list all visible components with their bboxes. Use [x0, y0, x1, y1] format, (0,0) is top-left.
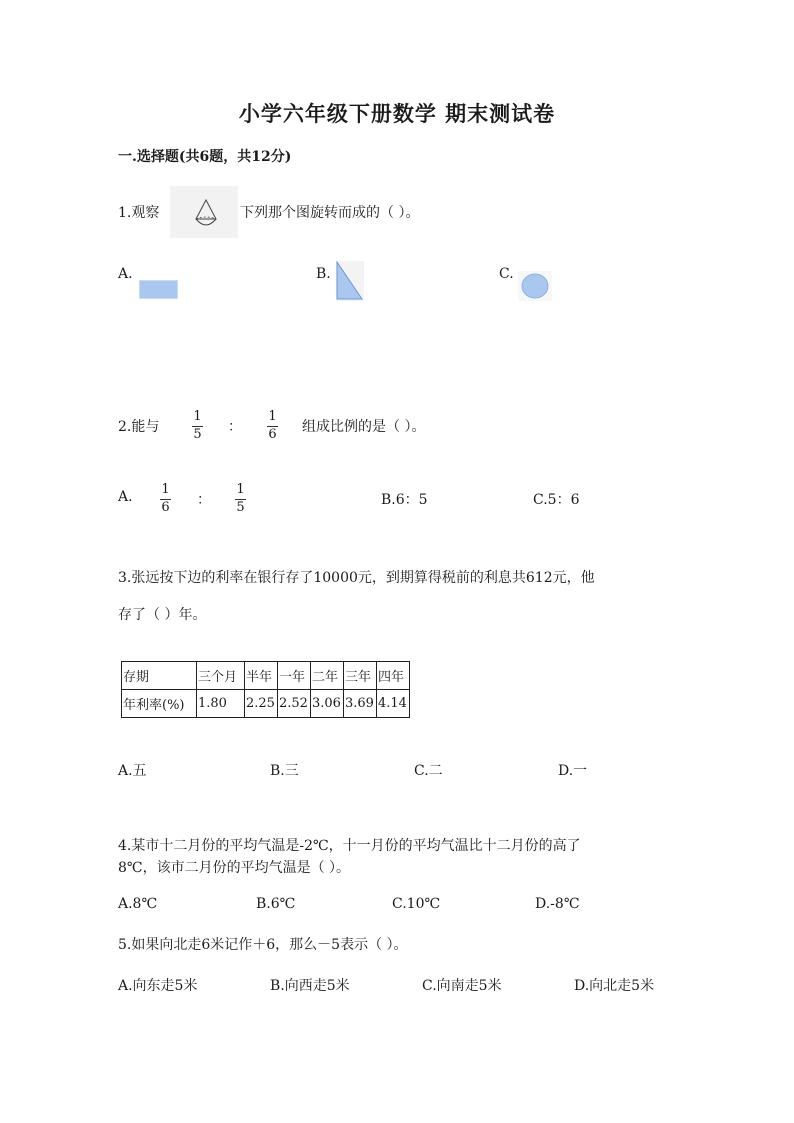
table-header-cell: 二年	[311, 662, 344, 690]
table-cell: 3.06	[311, 690, 344, 718]
question-1-suffix: 下列那个图旋转而成的（ ）。	[240, 205, 420, 221]
right-triangle-shape-icon	[336, 261, 364, 301]
question-3-line-2: 存了（ ）年。	[118, 607, 207, 623]
table-row	[122, 662, 410, 690]
question-4-line-1: 4.某市十二月份的平均气温是-2℃，十一月份的平均气温比十二月份的高了	[118, 838, 581, 854]
table-header-cell: 半年	[245, 662, 278, 690]
table-cell: 4.14	[377, 690, 410, 718]
q2-option-a-label[interactable]: A.	[118, 489, 133, 505]
circle-shape-icon	[518, 271, 552, 301]
table-header-cell: 存期	[122, 662, 197, 690]
page-title: 小学六年级下册数学 期末测试卷	[238, 101, 556, 126]
q1-option-c-circle	[518, 271, 552, 305]
table-cell: 1.80	[197, 690, 245, 718]
q2-option-a-fraction-1: 1 6	[161, 482, 170, 515]
q2-fraction-1: 1 5	[193, 409, 202, 442]
q2-fraction-2: 1 6	[268, 409, 277, 442]
question-2-prefix: 2.能与	[118, 419, 160, 435]
q3-option-c[interactable]: C.二	[414, 763, 443, 779]
table-cell: 3.69	[344, 690, 377, 718]
q5-option-b[interactable]: B.向西走5米	[270, 978, 350, 994]
q1-option-c-label[interactable]: C.	[499, 266, 514, 282]
q1-option-a-rectangle	[139, 280, 179, 304]
table-header-cell: 一年	[278, 662, 311, 690]
table-cell: 2.52	[278, 690, 311, 718]
q5-option-d[interactable]: D.向北走5米	[574, 978, 655, 994]
question-3-line-1: 3.张远按下边的利率在银行存了10000元，到期算得税前的利息共612元，他	[118, 570, 595, 586]
interest-rate-table	[121, 661, 410, 718]
q2-option-c[interactable]: C.5：6	[533, 492, 580, 508]
table-cell: 2.25	[245, 690, 278, 718]
q5-option-c[interactable]: C.向南走5米	[422, 978, 502, 994]
q4-option-b[interactable]: B.6℃	[256, 896, 296, 912]
q1-option-a-label[interactable]: A.	[118, 266, 133, 282]
q1-option-b-label[interactable]: B.	[316, 266, 331, 282]
q5-option-a[interactable]: A.向东走5米	[118, 978, 198, 994]
q2-option-a-colon: ：	[197, 492, 211, 508]
question-1-prefix: 1.观察	[118, 205, 160, 221]
cone-figure	[170, 186, 238, 238]
cone-icon	[170, 186, 238, 238]
table-header-cell: 四年	[377, 662, 410, 690]
rectangle-shape-icon	[139, 280, 179, 300]
q2-ratio-colon: ：	[228, 419, 242, 435]
q3-option-b[interactable]: B.三	[270, 763, 299, 779]
question-4-line-2: 8℃，该市二月份的平均气温是（ ）。	[118, 860, 351, 876]
question-5-line-1: 5.如果向北走6米记作＋6，那么－5表示（ ）。	[118, 937, 408, 953]
q4-option-a[interactable]: A.8℃	[118, 896, 158, 912]
section-heading: 一.选择题(共6题，共12分)	[118, 149, 292, 165]
q4-option-c[interactable]: C.10℃	[392, 896, 441, 912]
table-cell: 年利率(%)	[122, 690, 197, 718]
question-2-suffix: 组成比例的是（ ）。	[302, 419, 426, 435]
table-header-cell: 三年	[344, 662, 377, 690]
table-header-cell: 三个月	[197, 662, 245, 690]
q3-option-a[interactable]: A.五	[118, 763, 147, 779]
q2-option-a-fraction-2: 1 5	[236, 482, 245, 515]
q4-option-d[interactable]: D.-8℃	[535, 896, 580, 912]
q2-option-b[interactable]: B.6：5	[381, 492, 428, 508]
table-row	[122, 690, 410, 718]
q3-option-d[interactable]: D.一	[558, 763, 588, 779]
q1-option-b-triangle	[336, 261, 364, 305]
